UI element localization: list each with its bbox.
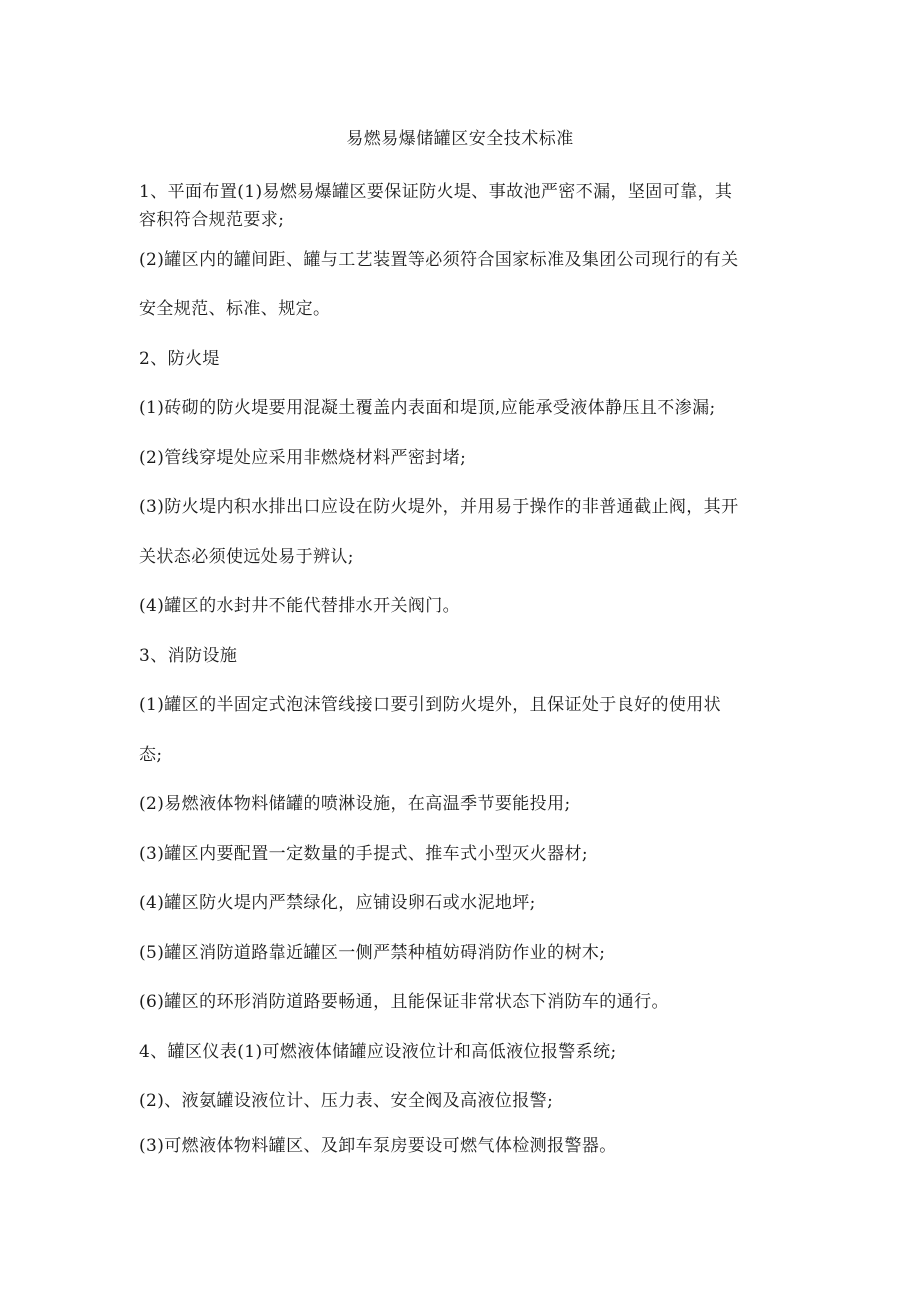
text-line: (5)罐区消防道路靠近罐区一侧严禁种植妨碍消防作业的树木; [139, 943, 606, 963]
section-heading: 3、消防设施 [139, 646, 238, 666]
text-line: 容积符合规范要求; [139, 210, 285, 230]
text-line: (3)罐区内要配置一定数量的手提式、推车式小型灭火器材; [139, 844, 589, 864]
text-line: 态; [139, 745, 163, 765]
text-line: (3)可燃液体物料罐区、及卸车泵房要设可燃气体检测报警器。 [139, 1136, 617, 1156]
section-heading: 2、防火堤 [139, 349, 220, 369]
text-line: (4)罐区的水封井不能代替排水开关阀门。 [139, 596, 461, 616]
text-line: 安全规范、标准、规定。 [139, 299, 331, 319]
text-line: (3)防火堤内积水排出口应设在防火堤外，并用易于操作的非普通截止阀，其开 [139, 497, 739, 517]
text-line: (2)罐区内的罐间距、罐与工艺装置等必须符合国家标准及集团公司现行的有关 [139, 250, 739, 270]
text-line: (1)砖砌的防火堤要用混凝土覆盖内表面和堤顶,应能承受液体静压且不渗漏; [139, 398, 716, 418]
text-line: (2)、液氨罐设液位计、压力表、安全阀及高液位报警; [139, 1091, 554, 1111]
text-line: 1、平面布置(1)易燃易爆罐区要保证防火堤、事故池严密不漏，坚固可靠，其 [139, 182, 733, 202]
text-line: (4)罐区防火堤内严禁绿化，应铺设卵石或水泥地坪; [139, 893, 536, 913]
text-line: (1)罐区的半固定式泡沫管线接口要引到防火堤外，且保证处于良好的使用状 [139, 695, 722, 715]
text-line: (2)管线穿堤处应采用非燃烧材料严密封堵; [139, 448, 467, 468]
text-line: (2)易燃液体物料储罐的喷淋设施，在高温季节要能投用; [139, 794, 571, 814]
text-line: 关状态必须使远处易于辨认; [139, 547, 354, 567]
document-title: 易燃易爆储罐区安全技术标准 [346, 129, 574, 149]
section-heading: 4、罐区仪表(1)可燃液体储罐应设液位计和高低液位报警系统; [139, 1042, 617, 1062]
text-line: (6)罐区的环形消防道路要畅通，且能保证非常状态下消防车的通行。 [139, 992, 669, 1012]
